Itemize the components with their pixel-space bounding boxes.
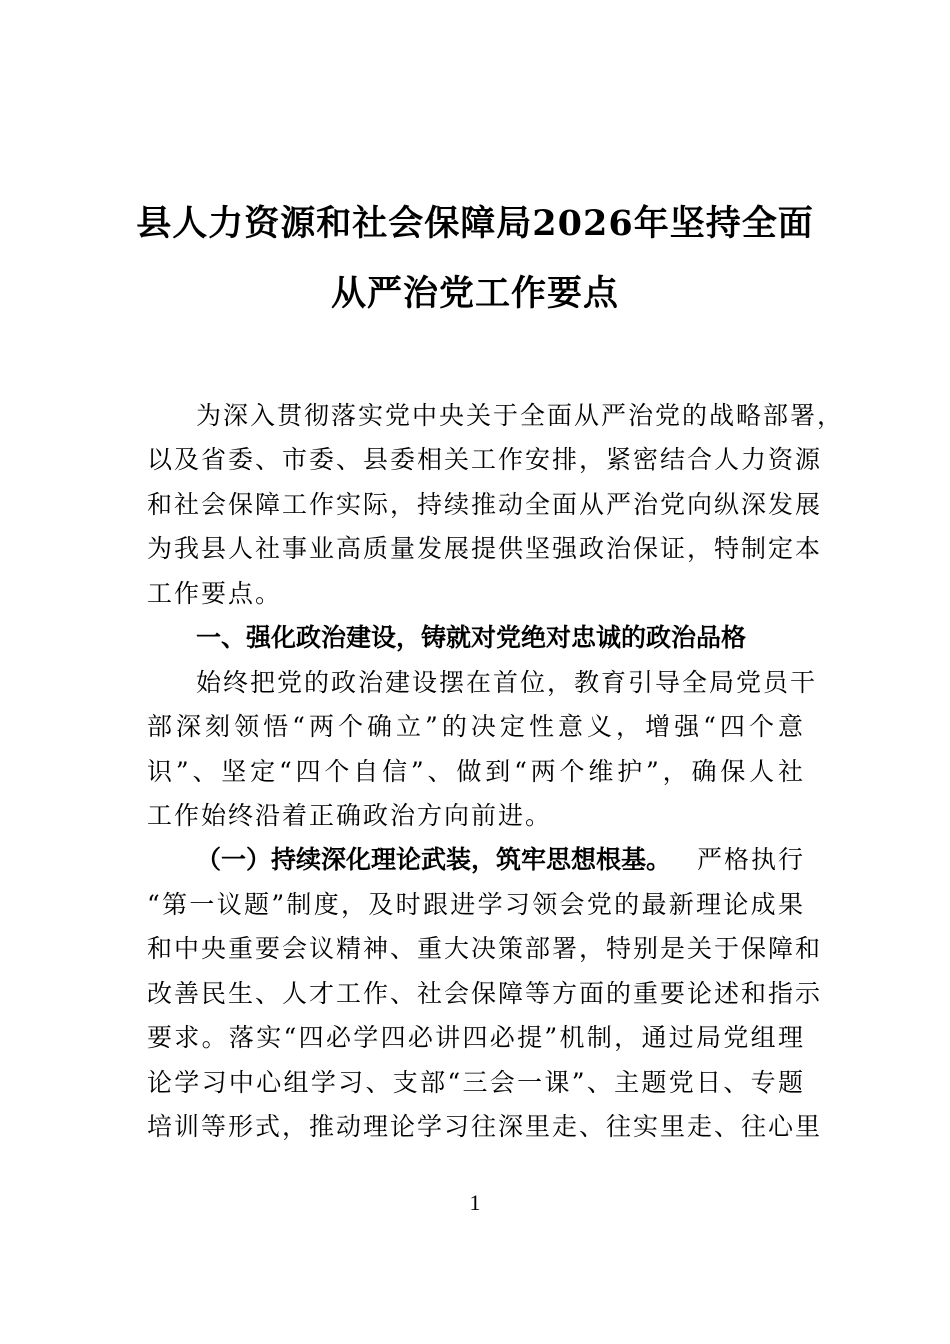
body-line: 部深刻领悟“两个确立”的决定性意义，增强“四个意 bbox=[147, 712, 805, 741]
document-title-line-1: 县人力资源和社会保障局2026年坚持全面 bbox=[136, 203, 814, 244]
section-heading: 一、强化政治建设，铸就对党绝对忠诚的政治品格 bbox=[196, 623, 747, 652]
body-line: “第一议题”制度，及时跟进学习领会党的最新理论成果 bbox=[147, 890, 805, 919]
document-title-line-2: 从严治党工作要点 bbox=[330, 273, 619, 314]
body-line: 和社会保障工作实际，持续推动全面从严治党向纵深发展 bbox=[147, 490, 823, 519]
body-line: 论学习中心组学习、支部“三会一课”、主题党日、专题 bbox=[147, 1068, 805, 1097]
body-line: 为我县人社事业高质量发展提供坚强政治保证，特制定本 bbox=[147, 534, 823, 563]
page-number: 1 bbox=[469, 1190, 481, 1215]
subheading-line bbox=[196, 845, 805, 875]
subsection-heading: （一）持续深化理论武装，筑牢思想根基。 bbox=[196, 845, 672, 874]
body-line: 以及省委、市委、县委相关工作安排，紧密结合人力资源 bbox=[147, 445, 823, 474]
body-line: 识”、坚定“四个自信”、做到“两个维护”，确保人社 bbox=[147, 757, 805, 786]
body-line: 要求。落实“四必学四必讲四必提”机制，通过局党组理 bbox=[147, 1023, 805, 1052]
body-line: 改善民生、人才工作、社会保障等方面的重要论述和指示 bbox=[147, 979, 823, 1008]
body-text: 严格执行 bbox=[696, 845, 805, 874]
body-line: 培训等形式，推动理论学习往深里走、往实里走、往心里 bbox=[147, 1112, 823, 1141]
body-line: 始终把党的政治建设摆在首位，教育引导全局党员干 bbox=[196, 668, 818, 697]
body-line: 为深入贯彻落实党中央关于全面从严治党的战略部署， bbox=[196, 401, 845, 430]
body-line: 工作要点。 bbox=[147, 579, 283, 608]
body-line: 工作始终沿着正确政治方向前进。 bbox=[147, 801, 553, 830]
body-line: 和中央重要会议精神、重大决策部署，特别是关于保障和 bbox=[147, 934, 823, 963]
